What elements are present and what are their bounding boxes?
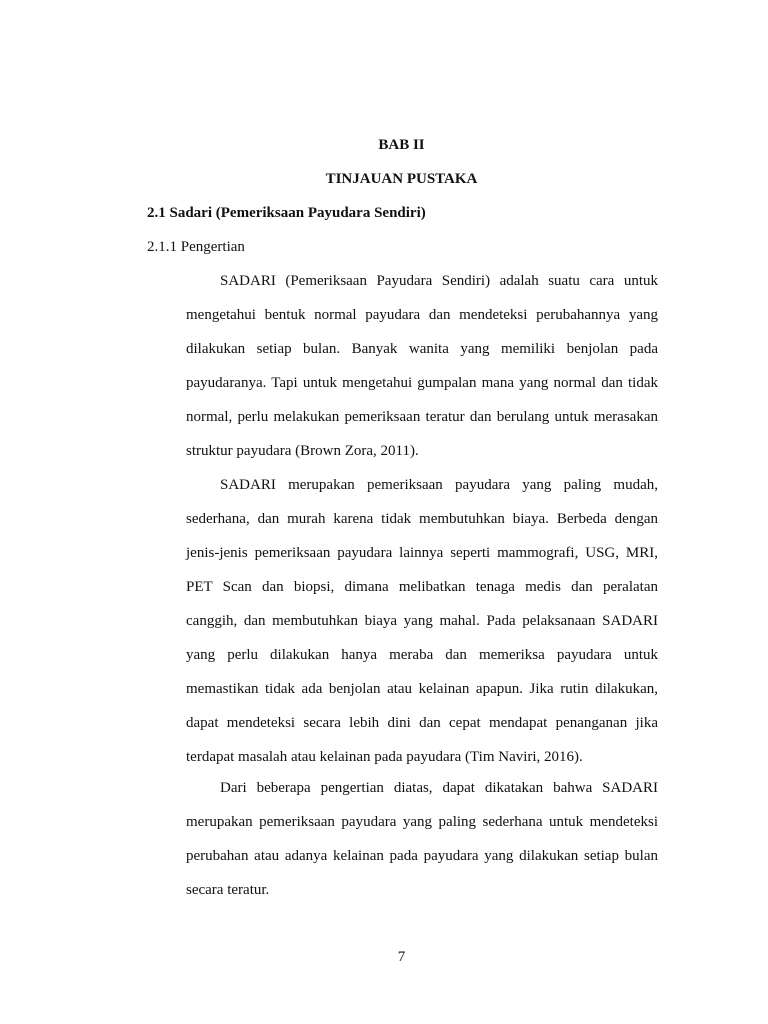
paragraph-line: jenis-jenis pemeriksaan payudara lainnya seperti mammografi, USG, MRI,: [186, 545, 658, 561]
chapter-title: TINJAUAN PUSTAKA: [325, 171, 478, 187]
section-heading: 2.1 Sadari (Pemeriksaan Payudara Sendiri): [147, 205, 426, 221]
paragraph-line: Dari beberapa pengertian diatas, dapat dikatakan bahwa SADARI: [220, 780, 658, 796]
paragraph-line: secara teratur.: [186, 882, 270, 898]
paragraph-line: yang perlu dilakukan hanya meraba dan memeriksa payudara untuk: [186, 647, 658, 663]
paragraph-line: payudaranya. Tapi untuk mengetahui gumpalan mana yang normal dan tidak: [186, 375, 658, 391]
paragraph-line: merupakan pemeriksaan payudara yang paling sederhana untuk mendeteksi: [186, 814, 658, 830]
paragraph-line: SADARI (Pemeriksaan Payudara Sendiri) adalah suatu cara untuk: [220, 273, 658, 289]
paragraph-line: dapat mendeteksi secara lebih dini dan cepat mendapat penanganan jika: [186, 715, 658, 731]
chapter-number: BAB II: [378, 137, 425, 153]
paragraph-line: perubahan atau adanya kelainan pada payudara yang dilakukan setiap bulan: [186, 848, 658, 864]
paragraph-line: struktur payudara (Brown Zora, 2011).: [186, 443, 419, 459]
paragraph-line: memastikan tidak ada benjolan atau kelainan apapun. Jika rutin dilakukan,: [186, 681, 658, 697]
paragraph-line: PET Scan dan biopsi, dimana melibatkan tenaga medis dan peralatan: [186, 579, 658, 595]
paragraph-line: mengetahui bentuk normal payudara dan mendeteksi perubahannya yang: [186, 307, 658, 323]
paragraph-line: sederhana, dan murah karena tidak membutuhkan biaya. Berbeda dengan: [186, 511, 658, 527]
paragraph-line: canggih, dan membutuhkan biaya yang mahal. Pada pelaksanaan SADARI: [186, 613, 658, 629]
page-number: 7: [397, 949, 406, 965]
paragraph-line: terdapat masalah atau kelainan pada payudara (Tim Naviri, 2016).: [186, 749, 583, 765]
subsection-heading: 2.1.1 Pengertian: [147, 239, 245, 255]
paragraph-line: dilakukan setiap bulan. Banyak wanita yang memiliki benjolan pada: [186, 341, 658, 357]
paragraph-line: normal, perlu melakukan pemeriksaan teratur dan berulang untuk merasakan: [186, 409, 658, 425]
paragraph-line: SADARI merupakan pemeriksaan payudara yang paling mudah,: [220, 477, 658, 493]
